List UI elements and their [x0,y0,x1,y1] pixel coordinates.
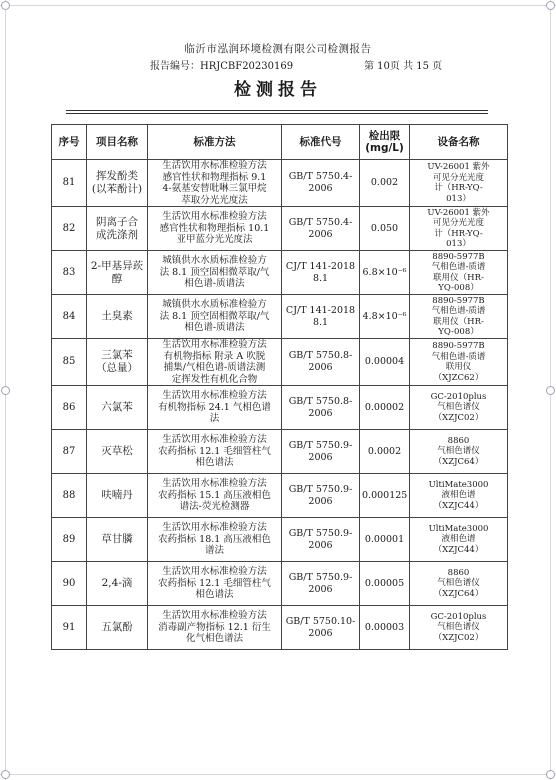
standard-code: GB/T 5750.9- 2006 [282,474,360,518]
item-name: 草甘膦 [87,518,148,562]
resize-handle-left[interactable] [1,386,10,395]
item-name: 灭草松 [87,430,148,474]
standard-code: CJ/T 141-2018 8.1 [282,295,360,339]
table-row [52,295,508,339]
standard-method: 生活饮用水标准检验方法 消毒副产物指标 12.1 衍生 化气相色谱法 [148,606,282,650]
item-name: 五氯酚 [87,606,148,650]
item-name: 2,4-滴 [87,562,148,606]
standard-code: GB/T 5750.9- 2006 [282,562,360,606]
frame-bottom-line [0,774,556,775]
item-name: 挥发酚类 (以苯酚计) [87,160,148,207]
resize-handle-top-left[interactable] [1,1,10,10]
column-header: 标准方法 [148,125,282,160]
detection-limit: 0.00005 [360,562,410,606]
table-row [52,160,508,207]
column-header: 检出限 (mg/L) [360,125,410,160]
equipment-name: 8890-5977B 气相色谱-质谱 联用仪 （XJZC62） [410,339,508,386]
standard-code: GB/T 5750.8- 2006 [282,339,360,386]
standard-code: GB/T 5750.10- 2006 [282,606,360,650]
row-number: 83 [52,251,87,295]
row-number: 82 [52,207,87,251]
standard-method: 生活饮用水标准检验方法 农药指标 12.1 毛细管柱气 相色谱法 [148,562,282,606]
standard-method: 生活饮用水标准检验方法 农药指标 18.1 高压液相色 谱法 [148,518,282,562]
item-name: 阴离子合 成洗涤剂 [87,207,148,251]
equipment-name: 8890-5977B 气相色谱-质谱 联用仪（HR- YQ-008） [410,295,508,339]
table-row [52,339,508,386]
table-row [52,562,508,606]
report-title: 检测报告 [234,80,322,100]
table-row [52,474,508,518]
standard-method: 生活饮用水标准检验方法 农药指标 12.1 毛细管柱气 相色谱法 [148,430,282,474]
detection-limit: 6.8×10⁻⁶ [360,251,410,295]
item-name: 2-甲基异莰 醇 [87,251,148,295]
detection-limit: 0.000125 [360,474,410,518]
item-name: 土臭素 [87,295,148,339]
standard-method: 生活饮用水标准检验方法 感官性状和物理指标 9.1 4-氨基安替吡啉三氯甲烷 萃取分光光度法 [148,160,282,207]
standard-method: 生活饮用水标准检验方法 有机物指标 24.1 气相色谱 法 [148,386,282,430]
detection-limit: 0.00001 [360,518,410,562]
detection-limit: 0.050 [360,207,410,251]
equipment-name: GC-2010plus 气相色谱仪 （XZJC02） [410,606,508,650]
equipment-name: UltiMate3000 液相色谱 （XZJC44） [410,474,508,518]
standard-code: GB/T 5750.4- 2006 [282,160,360,207]
resize-handle-top-right[interactable] [546,1,555,10]
standard-method: 生活饮用水标准检验方法 有机物指标 附录 A 吹脱 捕集/气相色谱-质谱法测 定挥发性有机化合物 [148,339,282,386]
column-header: 设备名称 [410,125,508,160]
standard-code: GB/T 5750.9- 2006 [282,430,360,474]
row-number: 87 [52,430,87,474]
row-number: 90 [52,562,87,606]
detection-limit: 0.00003 [360,606,410,650]
row-number: 85 [52,339,87,386]
equipment-name: UV-26001 紫外 可见分光光度 计（HR-YQ- 013） [410,207,508,251]
row-number: 91 [52,606,87,650]
standard-method: 生活饮用水标准检验方法 农药指标 15.1 高压液相色 谱法-荧光检测器 [148,474,282,518]
equipment-name: UltiMate3000 液相色谱 （XZJC44） [410,518,508,562]
title-rule-top [66,110,488,111]
table-header-row [52,125,508,160]
detection-limit: 0.00004 [360,339,410,386]
equipment-name: GC-2010plus 气相色谱仪 （XZJC02） [410,386,508,430]
row-number: 84 [52,295,87,339]
test-methods-table [51,124,508,650]
row-number: 89 [52,518,87,562]
title-rule-bottom [66,113,488,114]
row-number: 86 [52,386,87,430]
detection-limit: 0.002 [360,160,410,207]
detection-limit: 0.0002 [360,430,410,474]
standard-method: 城镇供水水质标准检验方 法 8.1 顶空固相微萃取/气 相色谱-质谱法 [148,295,282,339]
column-header: 项目名称 [87,125,148,160]
item-name: 呋喃丹 [87,474,148,518]
item-name: 六氯苯 [87,386,148,430]
organization-header: 临沂市泓润环境检测有限公司检测报告 [184,43,372,55]
table-row [52,518,508,562]
resize-handle-bottom-right[interactable] [546,770,555,779]
item-name: 三氯苯 （总量） [87,339,148,386]
table-row [52,430,508,474]
standard-code: GB/T 5750.9- 2006 [282,518,360,562]
table-row [52,606,508,650]
resize-handle-bottom-left[interactable] [1,770,10,779]
standard-method: 生活饮用水标准检验方法 感官性状和物理指标 10.1 亚甲蓝分光光度法 [148,207,282,251]
row-number: 81 [52,160,87,207]
table-row [52,386,508,430]
equipment-name: 8890-5977B 气相色谱-质谱 联用仪（HR- YQ-008） [410,251,508,295]
standard-method: 城镇供水水质标准检验方 法 8.1 顶空固相微萃取/气 相色谱-质谱法 [148,251,282,295]
resize-handle-right[interactable] [546,386,555,395]
column-header: 标准代号 [282,125,360,160]
page-info: 第 10页 共 15 页 [364,61,443,72]
equipment-name: 8860 气相色谱仪 （XZJC64） [410,562,508,606]
table-row [52,207,508,251]
standard-code: CJ/T 141-2018 8.1 [282,251,360,295]
standard-code: GB/T 5750.4- 2006 [282,207,360,251]
equipment-name: UV-26001 紫外 可见分光光度 计（HR-YQ- 013） [410,160,508,207]
equipment-name: 8860 气相色谱仪 （XZJC64） [410,430,508,474]
report-number: 报告编号：HRJCBF20230169 [150,61,294,72]
row-number: 88 [52,474,87,518]
table-row [52,251,508,295]
column-header: 序号 [52,125,87,160]
frame-top-line [0,5,556,6]
standard-code: GB/T 5750.8- 2006 [282,386,360,430]
detection-limit: 0.00002 [360,386,410,430]
detection-limit: 4.8×10⁻⁶ [360,295,410,339]
